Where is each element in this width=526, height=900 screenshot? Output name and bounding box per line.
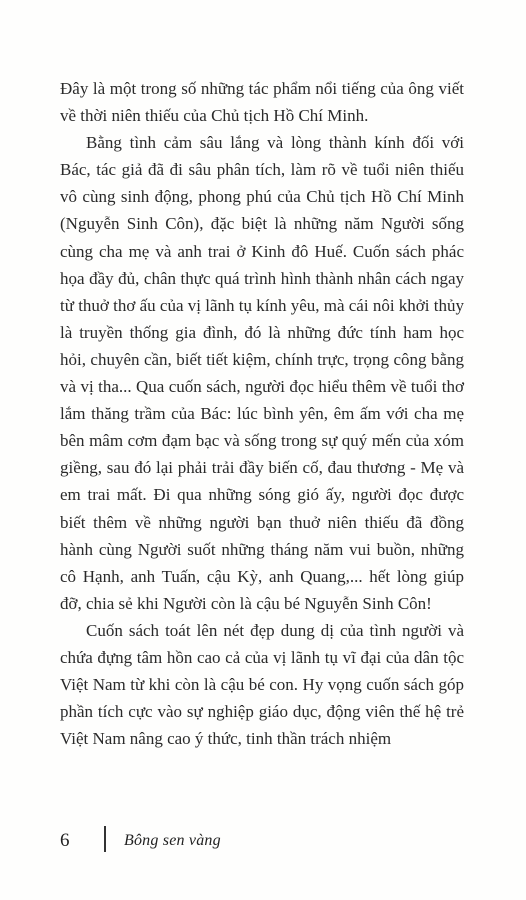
body-text (60, 75, 464, 752)
page-footer (60, 826, 464, 856)
paragraph-closing: Cuốn sách toát lên nét đẹp dung dị của tình người và chứa đựng tâm hồn cao cả của vị lãnh tụ vĩ đại của dân tộc Việt Nam từ khi còn là cậu bé con. Hy vọng cuốn sách góp phần tích cực vào sự nghiệp giáo dục, động viên thế hệ trẻ Việt Nam nâng cao ý thức, tinh thần trách nhiệm (60, 620, 464, 749)
paragraph-main: Bằng tình cảm sâu lắng và lòng thành kính đối với Bác, tác giả đã đi sâu phân tích, làm rõ về tuổi niên thiếu vô cùng sinh động, phong phú của Chủ tịch Hồ Chí Minh (Nguyễn Sinh Côn), đặc biệt là những năm Người sống cùng cha mẹ và anh trai ở Kinh đô Huế. Cuốn sách phác họa đầy đủ, chân thực quá trình hình thành nhân cách ngay từ thuở thơ ấu của vị lãnh tụ kính yêu, mà cái nôi khởi thủy là truyền thống gia đình, đó là những đức tính ham học hỏi, chuyên cần, biết tiết kiệm, chính trực, trọng công bằng và vị tha... Qua cuốn sách, người đọc hiểu thêm về tuổi thơ lắm thăng trầm của Bác: lúc bình yên, êm ấm với cha mẹ bên mâm cơm đạm bạc và sống trong sự quý mến của xóm giềng, sau đó lại phải trải đầy biến cố, đau thương - Mẹ và em trai mất. Đi qua những sóng gió ấy, người đọc được biết thêm về những người bạn thuở niên thiếu đã đồng hành cùng Người suốt những tháng năm vui buồn, những cô Hạnh, anh Tuấn, cậu Kỳ, anh Quang,... hết lòng giúp đỡ, chia sẻ khi Người còn là cậu bé Nguyễn Sinh Côn! (60, 133, 464, 613)
running-title: Bông sen vàng (124, 832, 221, 849)
footer-divider (104, 826, 106, 852)
paragraph-intro: Đây là một trong số những tác phẩm nổi tiếng của ông viết về thời niên thiếu của Chủ tịch Hồ Chí Minh. (60, 79, 464, 126)
page-number: 6 (60, 830, 70, 851)
